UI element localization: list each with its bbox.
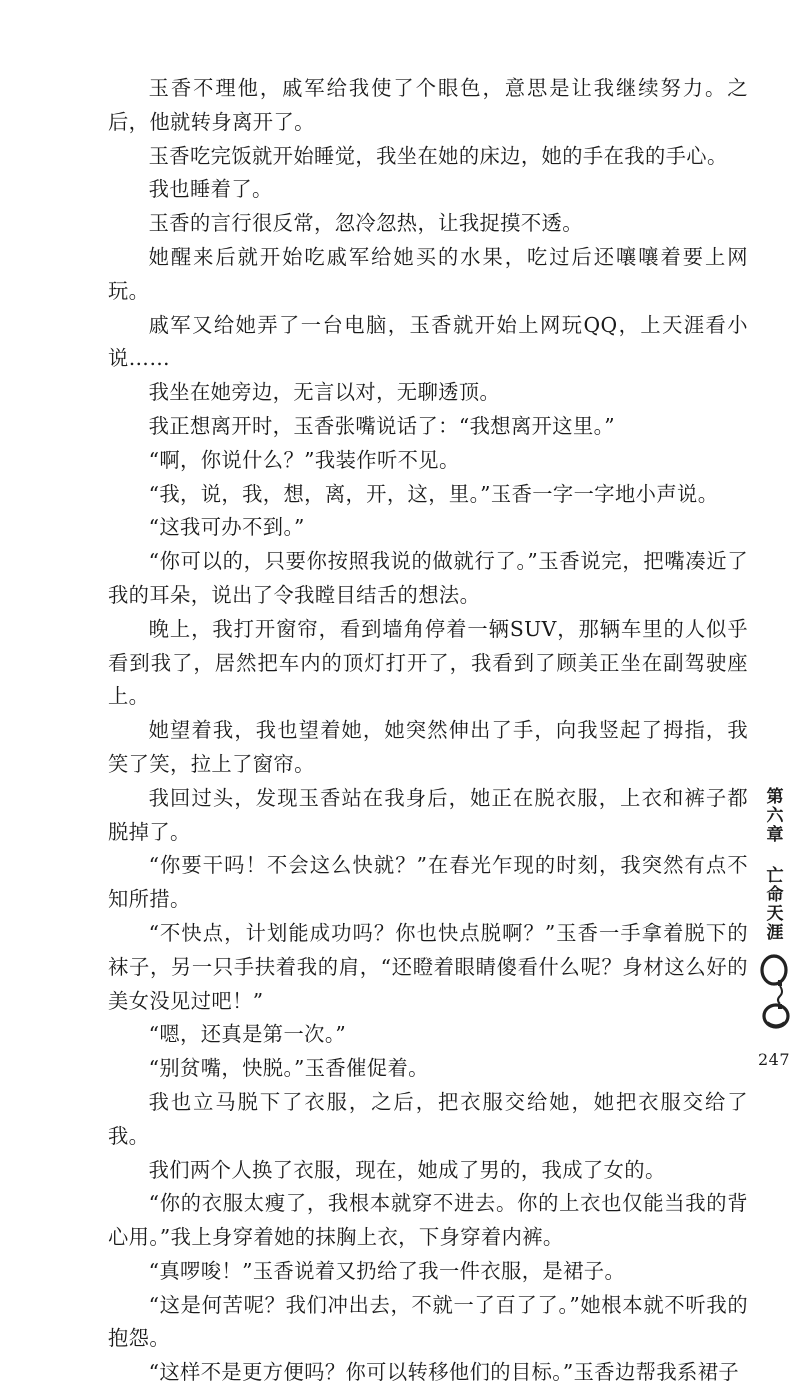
paragraph: “我，说，我，想，离，开，这，里。”玉香一字一字地小声说。 — [148, 481, 719, 506]
paragraph: 我也立马脱下了衣服，之后，把衣服交给她，她把衣服交给了我。 — [108, 1089, 748, 1148]
paragraph: 我们两个人换了衣服，现在，她成了男的，我成了女的。 — [148, 1157, 666, 1182]
paragraph: “别贫嘴，快脱。”玉香催促着。 — [148, 1056, 429, 1081]
page-number: 247 — [758, 1050, 791, 1069]
paragraph: “你要干吗！不会这么快就？”在春光乍现的时刻，我突然有点不知所措。 — [108, 853, 748, 912]
paragraph: “你的衣服太瘦了，我根本就穿不进去。你的上衣也仅能当我的背心用。”我上身穿着她的抹胸上衣，下身穿着内裤。 — [108, 1191, 748, 1250]
chapter-number: 第六章 — [766, 787, 784, 845]
paragraph: “啊，你说什么？”我装作听不见。 — [148, 447, 460, 472]
chapter-title: 亡命天涯 — [766, 866, 784, 943]
paragraph: “真啰唆！”玉香说着又扔给了我一件衣服，是裙子。 — [148, 1258, 626, 1283]
paragraph: “这是何苦呢？我们冲出去，不就一了百了了。”她根本就不听我的抱怨。 — [108, 1292, 748, 1351]
handcuffs-icon — [754, 950, 798, 1030]
paragraph: “你可以的，只要你按照我说的做就行了。”玉香说完，把嘴凑近了我的耳朵，说出了令我瞠目结舌的想法。 — [108, 549, 748, 607]
paragraph: “嗯，还真是第一次。” — [148, 1022, 347, 1047]
paragraph: 晚上，我打开窗帘，看到墙角停着一辆SUV，那辆车里的人似乎看到我了，居然把车内的顶灯打开了，我看到了顾美正坐在副驾驶座上。 — [108, 616, 748, 709]
paragraph: 我正想离开时，玉香张嘴说话了：“我想离开这里。” — [148, 413, 615, 438]
paragraph: “这样不是更方便吗？你可以转移他们的目标。”玉香边帮我系裙子 — [148, 1360, 740, 1385]
paragraph: 玉香吃完饭就开始睡觉，我坐在她的床边，她的手在我的手心。 — [148, 143, 728, 168]
paragraph: 她醒来后就开始吃戚军给她买的水果，吃过后还嚷嚷着要上网玩。 — [108, 244, 748, 303]
paragraph: “不快点，计划能成功吗？你也快点脱啊？”玉香一手拿着脱下的袜子，另一只手扶着我的肩，“还瞪着眼睛傻看什么呢？身材这么好的美女没见过吧！” — [108, 920, 748, 1013]
body-text — [108, 72, 748, 1390]
paragraph: 她望着我，我也望着她，她突然伸出了手，向我竖起了拇指，我笑了笑，拉上了窗帘。 — [108, 718, 748, 776]
paragraph: 我回过头，发现玉香站在我身后，她正在脱衣服，上衣和裤子都脱掉了。 — [108, 785, 748, 844]
paragraph: 我也睡着了。 — [148, 177, 273, 202]
paragraph: 玉香的言行很反常，忽冷忽热，让我捉摸不透。 — [148, 211, 583, 236]
chapter-side-tab — [762, 788, 788, 943]
paragraph: 玉香不理他，戚军给我使了个眼色，意思是让我继续努力。之后，他就转身离开了。 — [108, 76, 748, 134]
paragraph: “这我可办不到。” — [148, 515, 305, 540]
paragraph: 我坐在她旁边，无言以对，无聊透顶。 — [148, 380, 501, 405]
paragraph: 戚军又给她弄了一台电脑，玉香就开始上网玩QQ，上天涯看小说…… — [108, 312, 748, 371]
